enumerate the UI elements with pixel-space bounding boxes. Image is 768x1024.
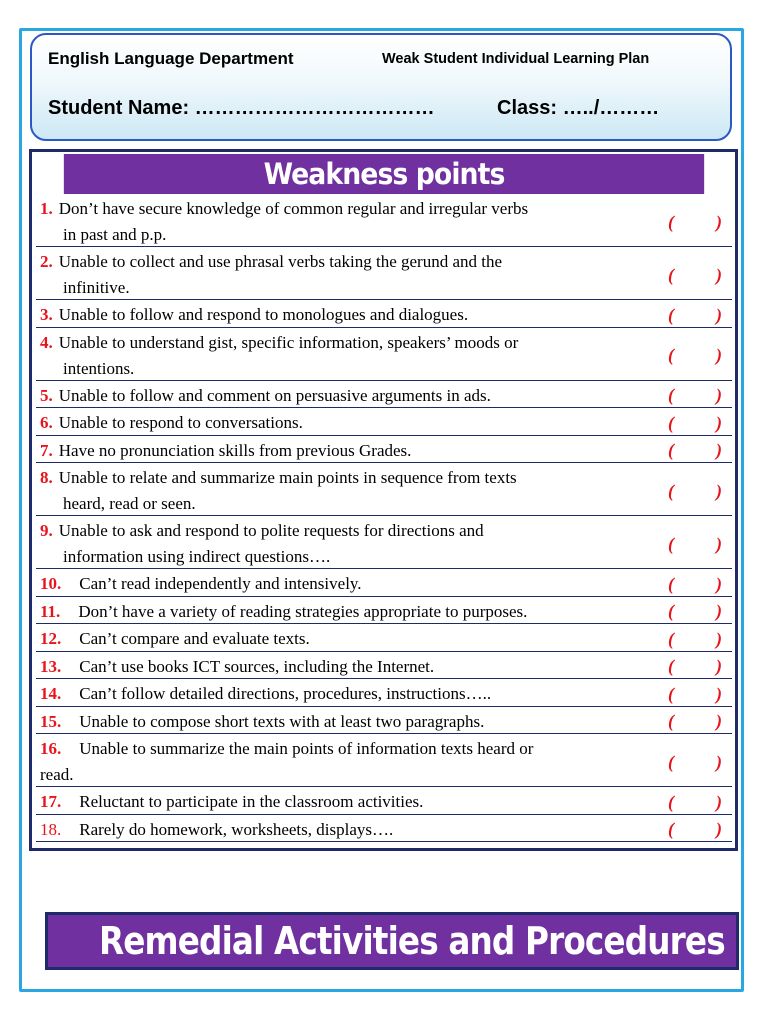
check-mark-field[interactable]: [668, 411, 722, 435]
close-paren: ): [716, 440, 722, 461]
item-text: Unable to ask and respond to polite requests for directions and: [58, 521, 484, 540]
weakness-text: [40, 736, 640, 788]
weakness-row: [36, 707, 732, 735]
close-paren: ): [716, 601, 722, 622]
weakness-text: [40, 681, 640, 707]
weakness-row: [36, 194, 732, 247]
item-text: Have no pronunciation skills from previous Grades.: [58, 440, 412, 460]
weakness-row: [36, 381, 732, 409]
weakness-text: [40, 599, 640, 625]
open-paren: (: [668, 345, 674, 365]
item-text-continued: information using indirect questions….: [63, 547, 331, 566]
check-mark-field[interactable]: [668, 303, 722, 327]
weakness-row: [36, 328, 732, 381]
item-number: 2.: [40, 252, 53, 271]
weakness-row: [36, 463, 732, 516]
item-number: 7.: [40, 440, 53, 460]
weakness-row: [36, 652, 732, 680]
close-paren: ): [716, 573, 722, 594]
item-text: Can’t read independently and intensively.: [79, 574, 362, 593]
item-text: Unable to summarize the main points of information texts heard or: [79, 739, 534, 758]
check-mark-field[interactable]: [668, 682, 722, 706]
open-paren: (: [668, 683, 674, 704]
item-number: 14.: [40, 684, 62, 703]
open-paren: (: [668, 573, 674, 594]
weakness-row: [36, 679, 732, 707]
weakness-text: [40, 789, 640, 815]
remedial-title: Remedial Activities and Procedures: [98, 919, 725, 963]
header-box: [30, 33, 732, 141]
check-mark-field[interactable]: [668, 572, 722, 596]
weakness-text: [40, 330, 640, 382]
student-name-field[interactable]: Student Name: ………………………………: [48, 97, 435, 119]
open-paren: (: [668, 601, 674, 622]
item-number: 12.: [40, 629, 62, 648]
item-text: Reluctant to participate in the classroom activities.: [79, 792, 424, 811]
check-mark-field[interactable]: [668, 654, 722, 678]
weakness-row: [36, 516, 732, 569]
item-text: Don’t have a variety of reading strategies appropriate to purposes.: [78, 601, 528, 621]
weakness-text: [40, 817, 640, 843]
item-number: 15.: [40, 711, 62, 731]
plan-title: Weak Student Individual Learning Plan: [382, 51, 650, 67]
check-mark-field[interactable]: [668, 263, 722, 287]
item-text: Can’t compare and evaluate texts.: [79, 629, 310, 648]
item-text: Can’t follow detailed directions, procedures, instructions…..: [79, 684, 492, 703]
open-paren: (: [668, 211, 674, 232]
weakness-text: [40, 383, 640, 409]
check-mark-field[interactable]: [668, 709, 722, 733]
close-paren: ): [716, 819, 722, 840]
check-mark-field[interactable]: [668, 790, 722, 814]
check-mark-field[interactable]: [668, 479, 722, 503]
item-text-continued: infinitive.: [63, 278, 130, 297]
item-text: Unable to understand gist, specific information, speakers’ moods or: [58, 332, 519, 352]
item-number: 3.: [40, 305, 53, 324]
weakness-text: [40, 654, 640, 680]
item-text: Unable to respond to conversations.: [58, 413, 303, 432]
open-paren: (: [668, 480, 674, 501]
close-paren: ): [716, 264, 722, 285]
close-paren: ): [716, 683, 722, 704]
open-paren: (: [668, 711, 674, 732]
item-text: Unable to compose short texts with at least two paragraphs.: [79, 711, 485, 731]
close-paren: ): [716, 304, 722, 325]
weakness-row: [36, 569, 732, 597]
check-mark-field[interactable]: [668, 383, 722, 407]
close-paren: ): [716, 751, 722, 772]
close-paren: ): [716, 345, 722, 365]
weakness-text: [40, 709, 640, 735]
open-paren: (: [668, 385, 674, 406]
department-label: English Language Department: [48, 49, 294, 68]
item-number: 6.: [40, 413, 53, 432]
weakness-text: [40, 438, 640, 464]
check-mark-field[interactable]: [668, 627, 722, 651]
item-number: 4.: [40, 332, 53, 352]
weakness-text: [40, 410, 640, 436]
check-mark-field[interactable]: [668, 532, 722, 556]
item-text: Can’t use books ICT sources, including the Internet.: [79, 656, 435, 676]
weakness-text: [40, 518, 640, 570]
item-number: 10.: [40, 574, 62, 593]
open-paren: (: [668, 791, 674, 812]
weakness-row: [36, 408, 732, 436]
open-paren: (: [668, 412, 674, 433]
check-mark-field[interactable]: [668, 438, 722, 462]
open-paren: (: [668, 628, 674, 649]
open-paren: (: [668, 533, 674, 554]
open-paren: (: [668, 751, 674, 772]
item-number: 5.: [40, 385, 53, 405]
weakness-row: [36, 247, 732, 300]
item-text-continued: read.: [40, 765, 74, 784]
weakness-row: [36, 597, 732, 625]
weakness-text: [40, 249, 640, 301]
weakness-row: [36, 815, 732, 843]
close-paren: ): [716, 385, 722, 406]
item-text: Unable to relate and summarize main points in sequence from texts: [58, 468, 517, 487]
check-mark-field[interactable]: [668, 343, 722, 367]
check-mark-field[interactable]: [668, 210, 722, 234]
weakness-row: [36, 300, 732, 328]
weakness-text: [40, 571, 640, 597]
open-paren: (: [668, 819, 674, 840]
item-number: 1.: [40, 199, 53, 218]
item-number: 8.: [40, 468, 53, 487]
weakness-text: [40, 302, 640, 328]
item-text: Unable to follow and respond to monologues and dialogues.: [58, 305, 469, 324]
close-paren: ): [716, 480, 722, 501]
open-paren: (: [668, 264, 674, 285]
weakness-row: [36, 787, 732, 815]
weakness-row: [36, 624, 732, 652]
item-number: 18.: [40, 819, 62, 839]
check-mark-field[interactable]: [668, 750, 722, 774]
remedial-banner: [45, 912, 739, 970]
weakness-text: [40, 626, 640, 652]
weakness-text: [40, 196, 640, 248]
class-field[interactable]: Class: …../………: [497, 97, 660, 119]
item-number: 17.: [40, 792, 62, 811]
item-number: 13.: [40, 656, 62, 676]
item-number: 9.: [40, 521, 53, 540]
item-number: 11.: [40, 601, 61, 621]
close-paren: ): [716, 412, 722, 433]
item-text-continued: intentions.: [63, 358, 135, 378]
close-paren: ): [716, 628, 722, 649]
item-text-continued: in past and p.p.: [63, 225, 167, 244]
close-paren: ): [716, 656, 722, 677]
check-mark-field[interactable]: [668, 817, 722, 841]
close-paren: ): [716, 533, 722, 554]
close-paren: ): [716, 791, 722, 812]
item-text: Don’t have secure knowledge of common regular and irregular verbs: [58, 199, 529, 218]
open-paren: (: [668, 440, 674, 461]
open-paren: (: [668, 656, 674, 677]
item-text: Unable to follow and comment on persuasive arguments in ads.: [58, 385, 491, 405]
close-paren: ): [716, 211, 722, 232]
weakness-row: [36, 436, 732, 464]
weakness-title: Weakness points: [64, 154, 704, 194]
close-paren: ): [716, 711, 722, 732]
item-text-continued: heard, read or seen.: [63, 494, 196, 513]
weakness-row: [36, 734, 732, 787]
open-paren: (: [668, 304, 674, 325]
weakness-text: [40, 465, 640, 517]
check-mark-field[interactable]: [668, 599, 722, 623]
item-text: Unable to collect and use phrasal verbs taking the gerund and the: [58, 252, 503, 271]
item-number: 16.: [40, 739, 62, 758]
item-text: Rarely do homework, worksheets, displays….: [79, 819, 394, 839]
